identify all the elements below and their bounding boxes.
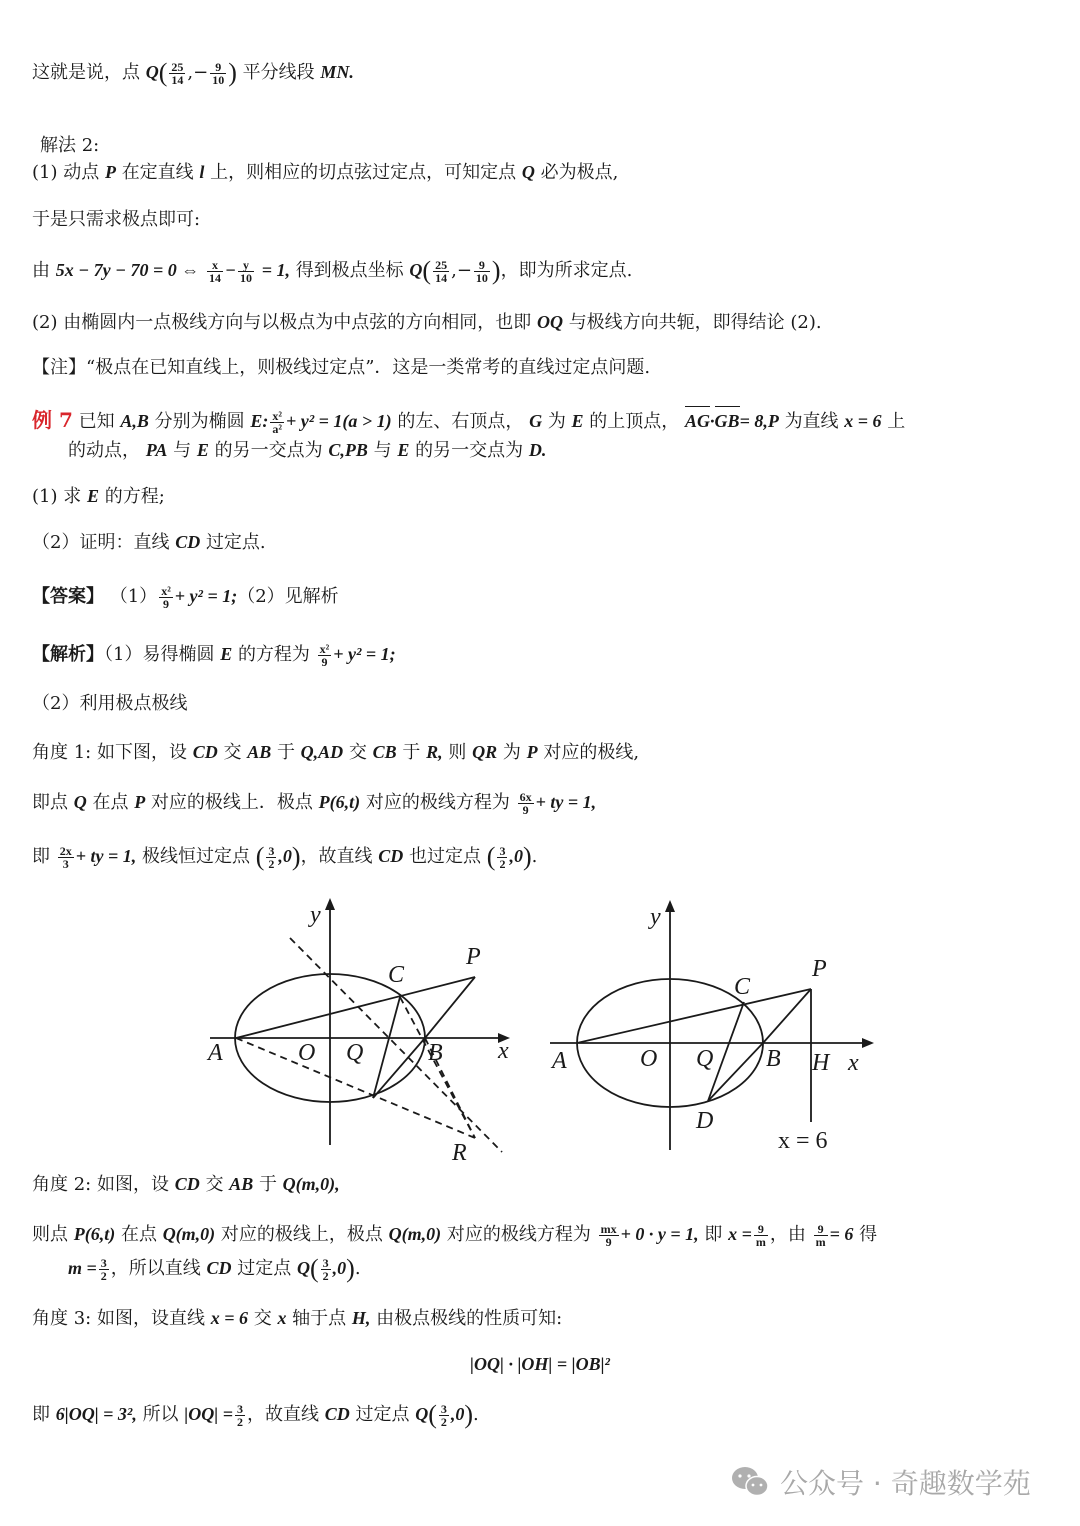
fraction: $\frac{25}{14}$: [435, 257, 448, 285]
conclusion-line: 这就是说，点 Q( $\frac{25}{14}$ ,− $\frac{9}{10}$ ) 平分线段 MN.: [32, 58, 354, 87]
text: ，故直线: [300, 846, 373, 867]
math: E: [196, 440, 209, 460]
fraction: $\frac{3}{2}$: [322, 1255, 329, 1283]
math-l: l: [199, 162, 205, 182]
label-y: y: [310, 902, 321, 928]
fraction: $\frac{3}{2}$: [499, 843, 506, 871]
text: 对应的极线,: [543, 742, 640, 763]
math: P: [526, 742, 538, 762]
fraction: $\frac{25}{14}$: [171, 59, 184, 87]
text: 为: [547, 411, 566, 432]
label-P: P: [812, 956, 827, 982]
text: 交: [348, 742, 367, 763]
note: 【注】“极点在已知直线上，则极线过定点”．这是一类常考的直线过定点问题.: [32, 357, 651, 378]
text: (1) 动点: [32, 162, 100, 183]
text: （2）证明：直线: [32, 532, 170, 553]
math: P(6,t): [73, 1224, 116, 1244]
math-Q: Q: [409, 260, 423, 280]
text: 在点: [120, 1224, 157, 1245]
label-A: A: [208, 1040, 223, 1066]
text: 轴于点: [292, 1308, 347, 1329]
math: G: [529, 411, 543, 431]
math-P: P: [104, 162, 116, 182]
figure-left-ellipse-pole-polar: [200, 890, 530, 1170]
text: 分别为椭圆: [154, 411, 245, 432]
example-7-line-1: [32, 406, 905, 436]
math: CD: [206, 1258, 232, 1278]
math: E: [220, 644, 233, 664]
label-x: x: [498, 1038, 509, 1064]
fraction: $\frac{2x}{3}$: [59, 843, 72, 871]
text: 于: [276, 742, 295, 763]
angle-2-line-1: [32, 1170, 340, 1199]
label-P: P: [466, 944, 481, 970]
solution-line-2: （2）利用极点极线: [32, 693, 188, 714]
text: 上: [887, 411, 906, 432]
example-7-line-2: [68, 436, 546, 465]
text: ，故直线: [246, 1404, 319, 1425]
math-Q: Q: [145, 62, 159, 82]
label-O: O: [298, 1040, 316, 1066]
math: PA: [145, 440, 168, 460]
text: 即: [32, 1404, 50, 1425]
fraction: $\frac{9}{m}$: [815, 1221, 826, 1249]
fraction: $\frac{x}{14}$: [209, 257, 222, 285]
example-label: 例 7: [32, 408, 73, 432]
text: 的动点，: [68, 440, 140, 461]
fraction: $\frac{9}{10}$: [475, 257, 488, 285]
math: CD: [324, 1404, 350, 1424]
label-y: y: [650, 904, 661, 930]
text: 所以: [142, 1404, 179, 1425]
math: CB: [372, 742, 397, 762]
text: 角度 2: 如图，设: [32, 1174, 169, 1195]
text: 的方程;: [104, 486, 165, 507]
text: 也过定点: [409, 846, 482, 867]
text: 这就是说，点: [32, 62, 140, 83]
text: 与: [173, 440, 192, 461]
label-B: B: [766, 1046, 781, 1072]
math: |OQ| =: [184, 1404, 233, 1424]
figure-right-ellipse-x6: [540, 890, 880, 1170]
math: CD: [378, 846, 404, 866]
math: x = 6: [210, 1308, 248, 1328]
text: 交: [253, 1308, 272, 1329]
text: 对应的极线上，极点: [220, 1224, 383, 1245]
method-2-step-1-cont: 于是只需求极点即可:: [32, 209, 201, 230]
math: Q(m,0): [388, 1224, 442, 1244]
math: x =: [728, 1224, 752, 1244]
math: 6|OQ| = 3²,: [55, 1404, 137, 1424]
math: E:: [250, 411, 269, 431]
angle-1-line-1: [32, 738, 639, 767]
text: 由: [32, 260, 50, 281]
text: 于: [258, 1174, 277, 1195]
math: D.: [528, 440, 547, 460]
fraction: $\frac{mx}{9}$: [600, 1221, 617, 1249]
math: + ty = 1,: [75, 846, 137, 866]
angle-3-formula: |OQ| · |OH| = |OB|²: [470, 1354, 610, 1374]
label-D: D: [696, 1108, 714, 1134]
math: x = 6: [844, 411, 882, 431]
text: 即点: [32, 792, 68, 813]
text: ，所以直线: [110, 1258, 201, 1279]
fraction: $\frac{9}{10}$: [212, 59, 225, 87]
text: (1) 求: [32, 486, 82, 507]
label-B: B: [428, 1040, 443, 1066]
text: 必为极点,: [540, 162, 619, 183]
answer-label: 【答案】: [32, 586, 104, 607]
text: 即: [704, 1224, 723, 1245]
text: 于: [402, 742, 421, 763]
math: A,B: [120, 411, 149, 431]
text: 上，则相应的切点弦过定点，可知定点: [210, 162, 517, 183]
text: 的左、右顶点，: [397, 411, 524, 432]
math: + 0 · y = 1,: [620, 1224, 699, 1244]
minus: −: [225, 260, 236, 280]
math: Q(m,0): [162, 1224, 216, 1244]
math-equation: 5x − 7y − 70 = 0 ⇔: [55, 260, 200, 280]
text: ，即为所求定点.: [500, 260, 633, 281]
angle-2-line-3: m = $\frac{3}{2}$ ，所以直线 CD 过定点 Q( $\frac{3}{2}$ ,0).: [68, 1254, 361, 1283]
text: 的上顶点，: [589, 411, 680, 432]
math: = 8,P: [739, 411, 779, 431]
math-MN: MN.: [320, 62, 354, 82]
math: AB: [247, 742, 272, 762]
math: x: [277, 1308, 287, 1328]
text: 过定点: [355, 1404, 410, 1425]
text: 的另一交点为: [415, 440, 524, 461]
text: 与极线方向共轭，即得结论 (2).: [568, 312, 822, 333]
angle-1-line-3: 即 $\frac{2x}{3}$ + ty = 1, 极线恒过定点 ( $\frac{3}{2}$ ,0)，故直线 CD 也过定点 ( $\frac{3}{2}$ ,0).: [32, 842, 538, 871]
label-C: C: [388, 962, 405, 988]
math-OQ: OQ: [536, 312, 563, 332]
text: 与: [373, 440, 392, 461]
math: Q: [415, 1404, 429, 1424]
pole-calculation: 由 5x − 7y − 70 = 0 ⇔ $\frac{x}{14}$ − $\frac{y}{10}$ = 1, 得到极点坐标 Q( $\frac{25}{14}$ ,− $\frac{9}{10}$ )，即为所求定点.: [32, 256, 633, 285]
math: C,PB: [328, 440, 368, 460]
text: 的另一交点为: [214, 440, 323, 461]
watermark: [730, 1462, 1031, 1502]
dot: ·: [710, 411, 715, 431]
label-C: C: [734, 974, 751, 1000]
angle-3-line-1: [32, 1304, 562, 1333]
math-Q: Q: [521, 162, 535, 182]
math: H,: [351, 1308, 371, 1328]
math: + y² = 1;: [333, 644, 396, 664]
question-2: [32, 528, 266, 557]
text: 过定点.: [205, 532, 266, 553]
math: AB: [229, 1174, 254, 1194]
math: P(6,t): [318, 792, 361, 812]
math: P: [134, 792, 146, 812]
vector-AG: AG: [685, 407, 710, 435]
text: 则点: [32, 1224, 68, 1245]
math-equation: = 1,: [261, 260, 290, 280]
solution-label: 【解析】: [32, 644, 104, 665]
text: 为直线: [784, 411, 839, 432]
math: CD: [174, 1174, 200, 1194]
math: Q: [73, 792, 87, 812]
label-O: O: [640, 1046, 658, 1072]
label-Q: Q: [346, 1040, 364, 1066]
text: 对应的极线方程为: [365, 792, 510, 813]
math: + y² = 1(a > 1): [285, 411, 392, 431]
answer-line: [32, 582, 339, 611]
text: (2) 由椭圆内一点极线方向与以极点为中点弦的方向相同，也即: [32, 312, 532, 333]
angle-3-line-3: 即 6|OQ| = 3², 所以 |OQ| = $\frac{3}{2}$ ，故直线 CD 过定点 Q( $\frac{3}{2}$ ,0).: [32, 1400, 479, 1429]
text: 角度 3: 如图，设直线: [32, 1308, 205, 1329]
solution-line-1: [32, 640, 396, 669]
fraction: $\frac{3}{2}$: [268, 843, 275, 871]
fraction: $\frac{3}{2}$: [100, 1255, 107, 1283]
math: Q: [296, 1258, 310, 1278]
text: 平分线段: [242, 62, 315, 83]
text: 交: [205, 1174, 224, 1195]
label-A: A: [552, 1048, 567, 1074]
method-2-step-1: [32, 158, 618, 187]
vector-GB: GB: [715, 407, 740, 435]
method-2-step-2: [32, 308, 822, 337]
math: CD: [192, 742, 218, 762]
text: 交: [223, 742, 242, 763]
text: 在点: [92, 792, 129, 813]
label-Q: Q: [696, 1046, 714, 1072]
text: 得: [859, 1224, 878, 1245]
label-H: H: [812, 1050, 830, 1076]
math: + ty = 1,: [535, 792, 597, 812]
math: R,: [426, 742, 443, 762]
fraction: $\frac{6x}{9}$: [519, 789, 532, 817]
fraction: $\frac{\text{x²}}{9}$: [319, 641, 330, 669]
text: （2）见解析: [237, 586, 339, 607]
text: 在定直线: [121, 162, 194, 183]
fraction: $\frac{y}{10}$: [239, 257, 252, 285]
math: m =: [68, 1258, 97, 1278]
math: Q(m,0),: [282, 1174, 340, 1194]
wechat-icon: [730, 1465, 770, 1499]
watermark-text: 公众号 · 奇趣数学苑: [780, 1467, 1031, 1500]
fraction: $\frac{3}{2}$: [440, 1401, 447, 1429]
text: 由极点极线的性质可知:: [376, 1308, 563, 1329]
text: 得到极点坐标: [295, 260, 404, 281]
text: 极线恒过定点: [141, 846, 250, 867]
fraction: $\frac{3}{2}$: [236, 1401, 243, 1429]
text: 的方程为: [237, 644, 310, 665]
label-line-x6: x = 6: [778, 1128, 828, 1154]
math: CD: [175, 532, 201, 552]
text: 对应的极线方程为: [446, 1224, 591, 1245]
text: 则: [448, 742, 467, 763]
angle-2-line-2: [32, 1220, 877, 1249]
math: Q,AD: [300, 742, 344, 762]
angle-1-line-2: [32, 788, 596, 817]
method-2-heading: 解法 2:: [40, 135, 100, 156]
text: 即: [32, 846, 50, 867]
math: QR: [472, 742, 498, 762]
text: （1）易得椭圆: [104, 644, 215, 665]
math: E: [571, 411, 584, 431]
question-1: [32, 482, 165, 511]
text: ，由: [769, 1224, 806, 1245]
math: = 6: [829, 1224, 854, 1244]
label-R: R: [452, 1140, 467, 1166]
text: 为: [502, 742, 521, 763]
fraction: $\frac{9}{m}$: [755, 1221, 766, 1249]
text: 对应的极线上．极点: [150, 792, 313, 813]
text: （1）: [109, 586, 158, 607]
math: E: [397, 440, 410, 460]
text: 过定点: [237, 1258, 292, 1279]
math: E: [86, 486, 99, 506]
text: 角度 1: 如下图，设: [32, 742, 187, 763]
math: + y² = 1;: [174, 586, 238, 606]
fraction: $\frac{\text{x²}}{\text{a²}}$: [272, 408, 282, 436]
fraction: $\frac{\text{x²}}{9}$: [161, 583, 171, 611]
text: 已知: [78, 411, 115, 432]
label-x: x: [848, 1050, 859, 1076]
